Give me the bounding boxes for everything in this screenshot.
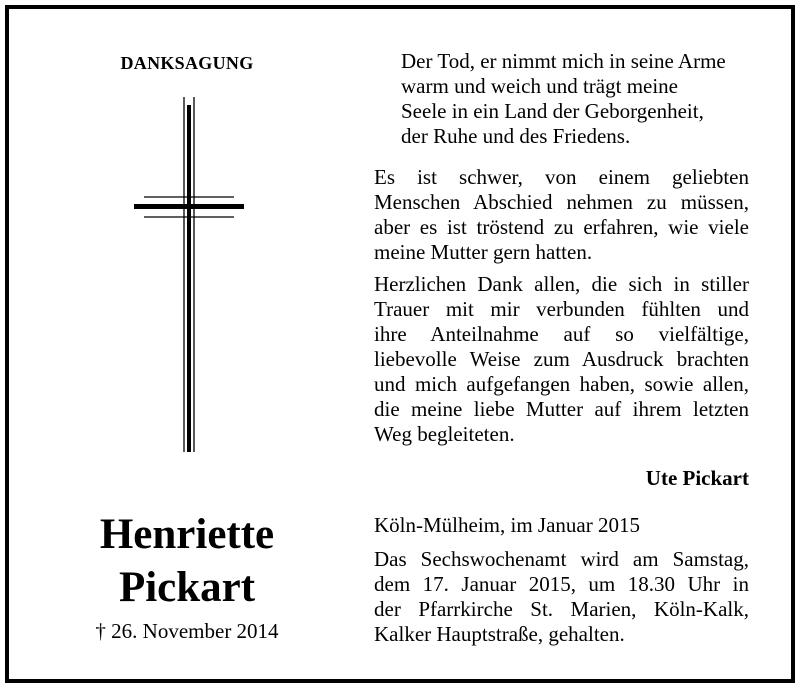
text-line: meine Mutter gern hatten. [374, 240, 593, 264]
obituary-card [5, 5, 795, 683]
text-line: und mich aufgefangen haben, sowie allen, [374, 372, 749, 396]
text-line: Kalker Hauptstraße, gehalten. [374, 622, 625, 646]
text-line: die meine liebe Mutter auf ihrem letzten [374, 397, 749, 421]
text-line: dem 17. Januar 2015, um 18.30 Uhr in [374, 572, 749, 596]
poem-line: der Ruhe und des Friedens. [401, 124, 631, 148]
paragraph-service [374, 547, 749, 647]
name-last: Pickart [118, 564, 256, 611]
signature: Ute Pickart [645, 466, 749, 490]
poem-line: warm und weich und trägt meine [401, 74, 678, 98]
right-column [374, 9, 749, 679]
text-line: ihre Anteilnahme auf so vielfältige, [374, 322, 749, 346]
poem-line: Seele in ein Land der Geborgenheit, [401, 99, 704, 123]
text-line: Es ist schwer, von einem geliebten [374, 165, 749, 189]
place-date: Köln-Mülheim, im Januar 2015 [374, 513, 640, 537]
poem-line: Der Tod, er nimmt mich in seine Arme [401, 49, 726, 73]
poem [401, 49, 746, 149]
text-line: liebevolle Weise zum Ausdruck brachten [374, 347, 749, 371]
name-first: Henriette [99, 511, 275, 558]
left-column [9, 9, 369, 679]
cross-icon [134, 97, 244, 457]
text-line: Menschen Abschied nehmen zu müssen, [374, 190, 749, 214]
text-line: Trauer mit mir verbunden fühlten und [374, 297, 749, 321]
text-line: der Pfarrkirche St. Marien, Köln-Kalk, [374, 597, 749, 621]
text-line: Weg begleiteten. [374, 422, 515, 446]
heading: DANKSAGUNG [120, 53, 254, 73]
paragraph-thanks [374, 272, 749, 447]
text-line: Herzlichen Dank allen, die sich in stiller [374, 272, 749, 296]
text-line: aber es ist tröstend zu erfahren, wie viele [374, 215, 749, 239]
death-date: † 26. November 2014 [95, 619, 279, 643]
text-line: Das Sechswochenamt wird am Samstag, [374, 547, 749, 571]
paragraph-farewell [374, 165, 749, 265]
